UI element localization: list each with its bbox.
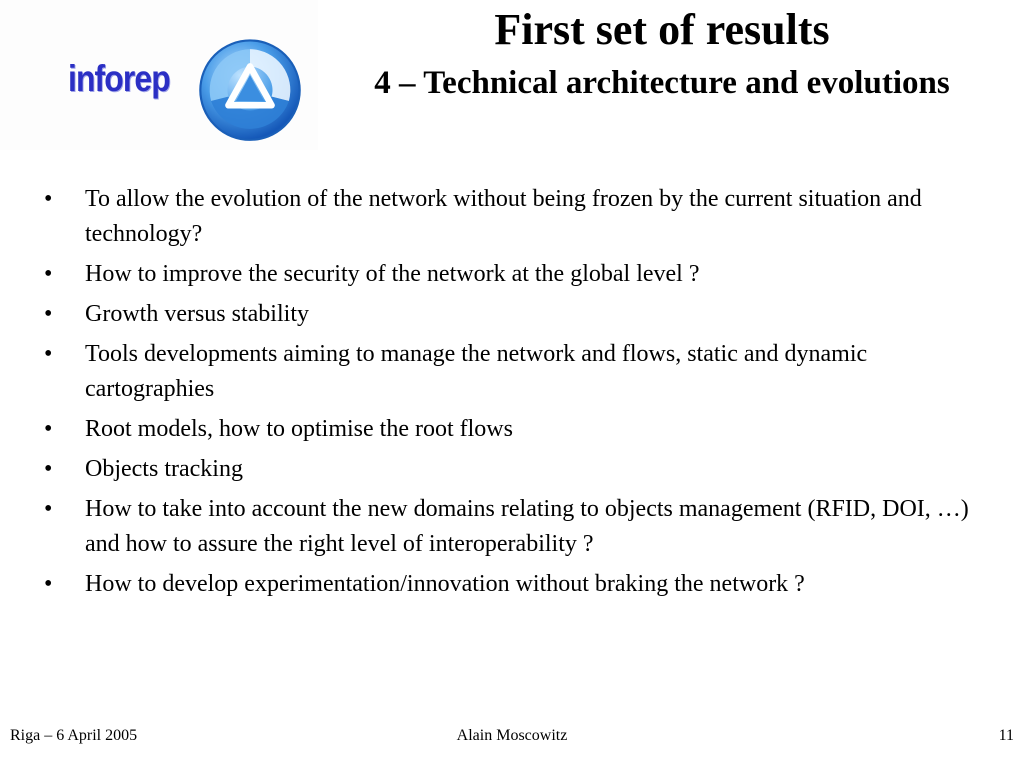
bullet-text: Tools developments aiming to manage the network and flows, static and dynamic cartographies xyxy=(85,341,868,402)
bullet-dot: • xyxy=(44,571,53,597)
logo-wordmark: inforep xyxy=(68,58,170,99)
title-block xyxy=(330,6,994,106)
inforep-emblem-icon xyxy=(196,34,304,142)
slide-number: 11 xyxy=(998,727,1014,744)
bullet-dot: • xyxy=(44,301,53,327)
slide-title: First set of results xyxy=(494,5,830,54)
bullet-dot: • xyxy=(44,456,53,482)
bullet-text: Growth versus stability xyxy=(85,301,309,327)
bullet-item xyxy=(44,567,974,602)
bullet-text: To allow the evolution of the network without being frozen by the current situation and technology? xyxy=(85,186,922,247)
bullet-item xyxy=(44,492,974,562)
inforep-logo xyxy=(0,0,318,150)
bullet-item xyxy=(44,182,974,252)
slide-subtitle: 4 – Technical architecture and evolutions xyxy=(374,65,950,101)
bullet-text: How to improve the security of the network at the global level ? xyxy=(85,261,700,287)
bullet-dot: • xyxy=(44,261,53,287)
bullet-text: Objects tracking xyxy=(85,456,243,482)
bullet-text: How to take into account the new domains relating to objects management (RFID, DOI, …) and how to assure the right level of interoperability ? xyxy=(85,496,969,557)
bullet-dot: • xyxy=(44,496,53,522)
bullet-item xyxy=(44,452,974,487)
bullet-item xyxy=(44,297,974,332)
bullet-text: Root models, how to optimise the root flows xyxy=(85,416,513,442)
bullet-list xyxy=(44,182,974,607)
bullet-dot: • xyxy=(44,416,53,442)
bullet-dot: • xyxy=(44,186,53,212)
footer-author: Alain Moscowitz xyxy=(456,727,568,744)
footer-date: Riga – 6 April 2005 xyxy=(10,727,138,744)
bullet-dot: • xyxy=(44,341,53,367)
bullet-item xyxy=(44,257,974,292)
bullet-item xyxy=(44,337,974,407)
bullet-item xyxy=(44,412,974,447)
bullet-text: How to develop experimentation/innovation without braking the network ? xyxy=(85,571,805,597)
